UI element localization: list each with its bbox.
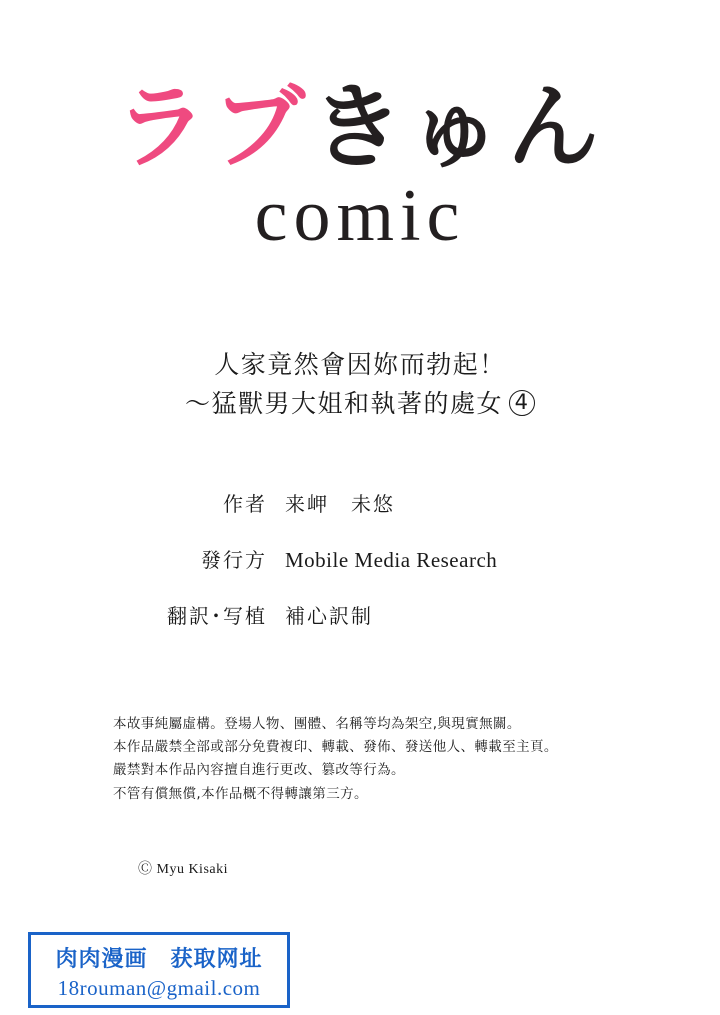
credit-label-publisher: 發行方 [201, 548, 267, 572]
credit-row [0, 600, 720, 629]
copyright-text: Ⓒ Myu Kisaki [138, 862, 228, 877]
credit-row [0, 544, 720, 573]
volume-badge: 4 [509, 390, 535, 416]
title-line-2: ～猛獸男大姐和執著的處女 [184, 388, 503, 418]
promo-banner-title: 肉肉漫画 获取网址 [55, 947, 263, 972]
legal-line-2: 本作品嚴禁全部或部分免費複印、轉載、發佈、發送他人、轉載至主頁。 [113, 739, 558, 756]
promo-banner[interactable] [28, 932, 290, 1008]
logo-comic-text: comic [254, 175, 466, 258]
page-title [0, 348, 720, 421]
legal-line-3: 嚴禁對本作品內容擅自進行更改、篡改等行為。 [113, 762, 405, 779]
credit-value-publisher: Mobile Media Research [285, 548, 498, 572]
promo-banner-email: 18rouman@gmail.com [57, 976, 261, 1000]
logo-jp-part1: ラブ [114, 74, 311, 181]
title-line-2-wrapper [0, 387, 720, 421]
credit-value-translation: 補心訳制 [285, 604, 373, 628]
logo-japanese-text [0, 74, 720, 181]
magazine-logo [0, 74, 720, 258]
logo-jp-part2: きゅん [311, 74, 606, 181]
credit-value-author: 来岬 未悠 [285, 492, 395, 516]
legal-notice [113, 713, 633, 806]
credit-row [0, 488, 720, 517]
credits-block [0, 488, 720, 656]
title-line-1: 人家竟然會因妳而勃起！ [214, 350, 506, 379]
legal-line-4: 不管有償無償,本作品概不得轉讓第三方。 [113, 785, 368, 802]
credit-label-translation: 翻訳･写植 [167, 604, 267, 628]
legal-line-1: 本故事純屬虛構。登場人物、團體、名稱等均為架空,與現實無關。 [113, 716, 521, 732]
credit-label-author: 作者 [223, 492, 267, 516]
